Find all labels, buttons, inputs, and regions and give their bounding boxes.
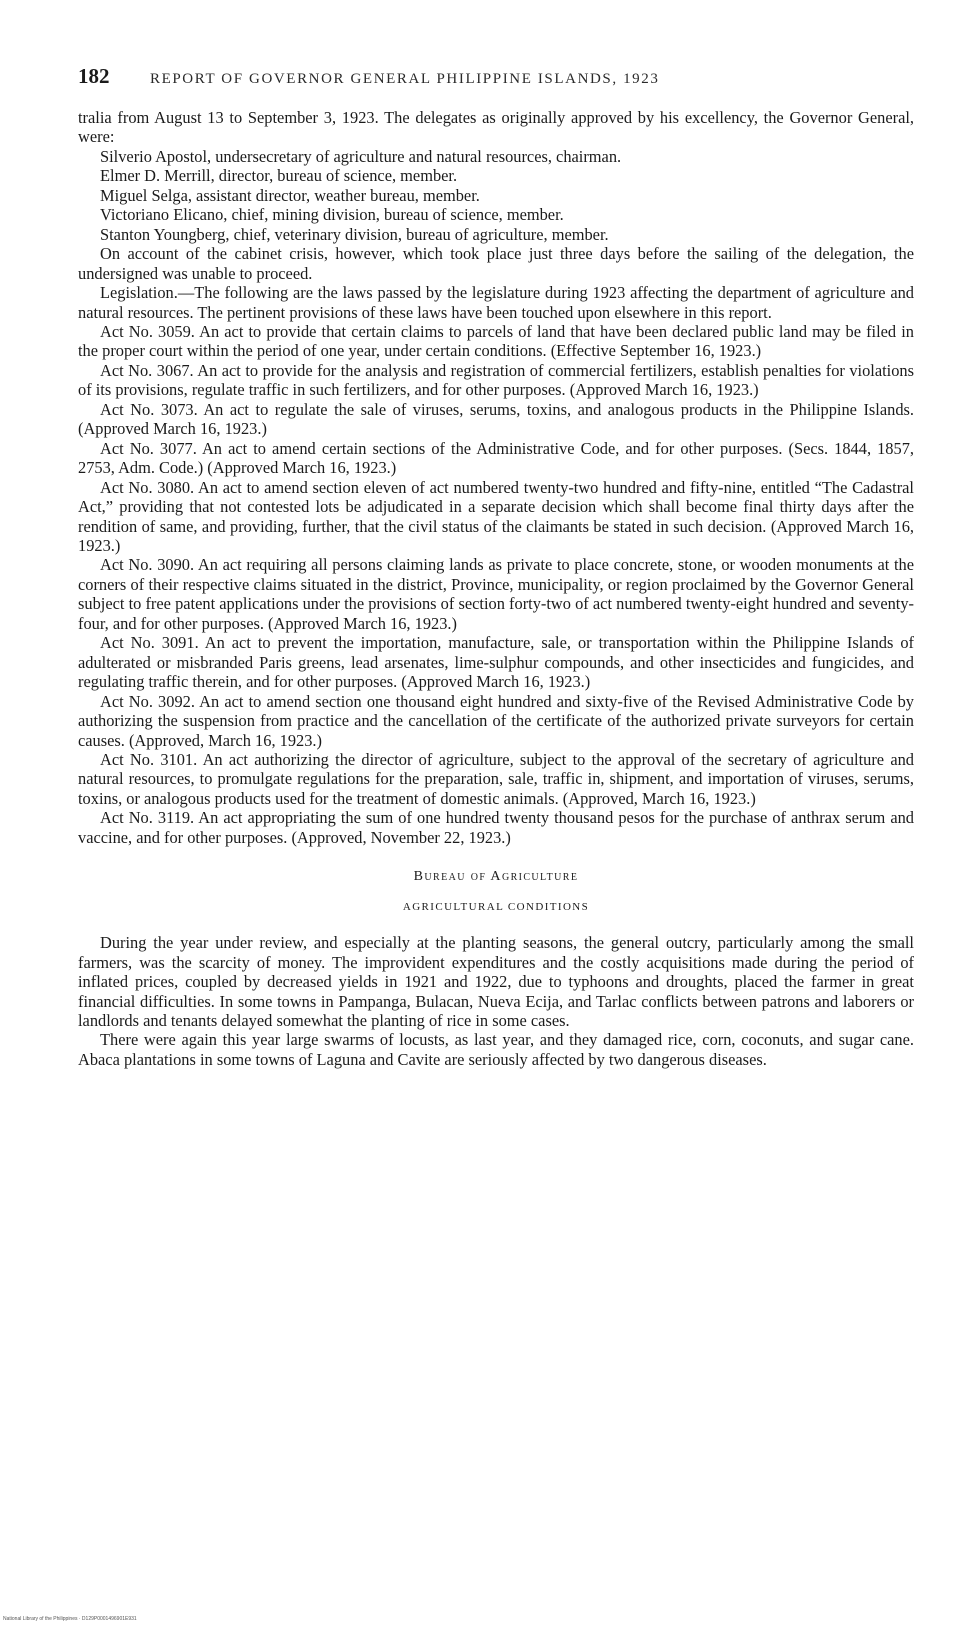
paragraph: On account of the cabinet crisis, however, which took place just three days before the sailing of the delegation, the undersigned was unable to proceed.	[78, 244, 914, 283]
section-subheading: AGRICULTURAL CONDITIONS	[402, 901, 590, 914]
paragraph: Act No. 3067. An act to provide for the analysis and registration of commercial fertilizers, establish penalties for violations of its provisions, regulate traffic in such fertilizers, and for other purposes. (Approved March 16, 1923.)	[78, 360, 914, 400]
paragraph: tralia from August 13 to September 3, 1923. The delegates as originally approved by his excellency, the Governor General, were:	[78, 108, 914, 147]
legislation-section	[78, 108, 914, 847]
page-number: 182	[78, 64, 110, 88]
paragraph: Elmer D. Merrill, director, bureau of science, member.	[100, 166, 458, 186]
paragraph: Act No. 3091. An act to prevent the importation, manufacture, sale, or transportation within the Philippine Islands of adulterated or misbranded Paris greens, lead arsenates, lime-sulphur compounds, and other insecticides and fungicides, and regulating traffic therein, and for other purposes. (Approved March 16, 1923.)	[78, 633, 914, 692]
paragraph: Victoriano Elicano, chief, mining division, bureau of science, member.	[100, 205, 564, 225]
paragraph: Act No. 3119. An act appropriating the sum of one hundred twenty thousand pesos for the purchase of anthrax serum and vaccine, and for other purposes. (Approved, November 22, 1923.)	[78, 808, 914, 847]
paragraph: Act No. 3059. An act to provide that certain claims to parcels of land that have been declared public land may be filed in the proper court within the period of one year, under certain conditions. (Effective September 16, 1923.)	[78, 321, 914, 361]
paragraph: Act No. 3073. An act to regulate the sale of viruses, serums, toxins, and analogous products in the Philippine Islands. (Approved March 16, 1923.)	[78, 399, 914, 439]
paragraph: Miguel Selga, assistant director, weather bureau, member.	[100, 185, 480, 205]
scan-credit: National Library of the Philippines · D129P0001496901E931	[3, 1616, 137, 1622]
running-head: REPORT OF GOVERNOR GENERAL PHILIPPINE ISLANDS, 1923	[150, 71, 660, 87]
page-header	[78, 64, 914, 98]
section-heading: Bureau of Agriculture	[413, 869, 579, 885]
paragraph: Act No. 3077. An act to amend certain sections of the Administrative Code, and for other purposes. (Secs. 1844, 1857, 2753, Adm. Code.) (Approved March 16, 1923.)	[78, 438, 914, 478]
paragraph: Act No. 3092. An act to amend section one thousand eight hundred and sixty-five of the Revised Administrative Code by authorizing the suspension from practice and the cancellation of the certificate of the authorized private surveyors for certain causes. (Approved, March 16, 1923.)	[78, 691, 914, 750]
paragraph: Stanton Youngberg, chief, veterinary division, bureau of agriculture, member.	[100, 224, 609, 244]
paragraph: Legislation.—The following are the laws passed by the legislature during 1923 affecting the department of agriculture and natural resources. The pertinent provisions of these laws have been touched upon elsewhere in this report.	[78, 283, 914, 322]
paragraph: Act No. 3080. An act to amend section eleven of act numbered twenty-two hundred and fifty-nine, entitled “The Cadastral Act,” providing that not contested lots be adjudicated in a separate decision which shall become final thirty days after the rendition of same, and providing, further, that the civil status of the claimants be stated in such decision. (Approved March 16, 1923.)	[78, 477, 914, 555]
paragraph: There were again this year large swarms of locusts, as last year, and they damaged rice, corn, coconuts, and sugar cane. Abaca plantations in some towns of Laguna and Cavite are seriously affected by two dangerous diseases.	[78, 1030, 914, 1069]
paragraph: During the year under review, and especially at the planting seasons, the general outcry, particularly among the small farmers, was the scarcity of money. The improvident expenditures and the costly acquisitions made during the period of inflated prices, coupled by decreased yields in 1921 and 1922, due to typhoons and droughts, placed the farmer in great financial difficulties. In some towns in Pampanga, Bulacan, Nueva Ecija, and Tarlac conflicts between patrons and laborers or landlords and tenants delayed somewhat the planting of rice in some cases.	[78, 933, 914, 1031]
paragraph: Act No. 3090. An act requiring all persons claiming lands as private to place concrete, stone, or wooden monuments at the corners of their respective claims situated in the district, Province, municipality, or region proclaimed by the Governor General subject to free patent applications under the provisions of section forty-two of act numbered twenty-eight hundred and seventy-four, and for other purposes. (Approved March 16, 1923.)	[78, 555, 914, 633]
page-content	[78, 64, 914, 1069]
agricultural-conditions-section	[78, 933, 914, 1069]
paragraph: Act No. 3101. An act authorizing the director of agriculture, subject to the approval of the secretary of agriculture and natural resources, to promulgate regulations for the preparation, sale, traffic in, shipment, and importation of viruses, serums, toxins, or analogous products used for the treatment of domestic animals. (Approved, March 16, 1923.)	[78, 749, 914, 808]
paragraph: Silverio Apostol, undersecretary of agriculture and natural resources, chairman.	[100, 146, 622, 166]
